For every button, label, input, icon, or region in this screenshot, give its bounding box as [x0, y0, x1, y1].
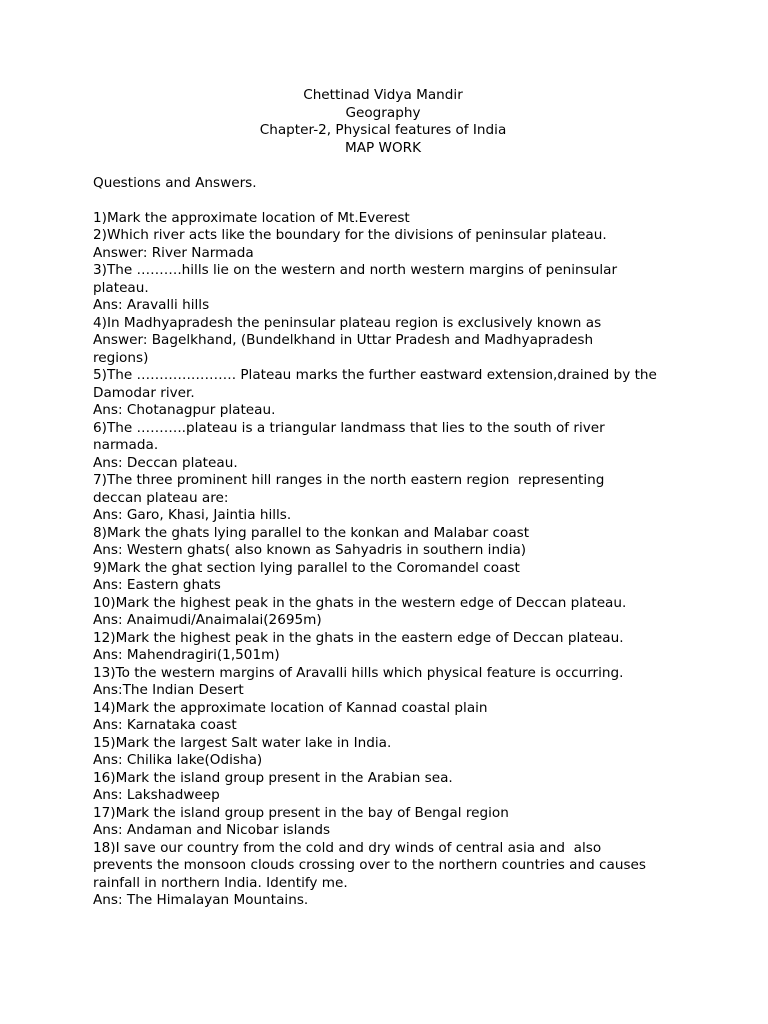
qa-list	[93, 210, 693, 910]
text-line: Ans: Anaimudi/Anaimalai(2695m)	[93, 612, 322, 628]
text-line: narmada.	[93, 437, 159, 453]
text-line: Ans: Chilika lake(Odisha)	[93, 752, 263, 768]
text-line: deccan plateau are:	[93, 489, 229, 506]
text-line: 14)Mark the approximate location of Kannad coastal plain	[93, 699, 488, 716]
text-line: 4)In Madhyapradesh the peninsular plateau region is exclusively known as	[93, 314, 602, 331]
text-line: Ans: Mahendragiri(1,501m)	[93, 647, 280, 663]
document-page	[93, 87, 693, 910]
document-header	[93, 87, 673, 157]
text-line: 12)Mark the highest peak in the ghats in the eastern edge of Deccan plateau.	[93, 629, 624, 646]
text-line: Ans: Lakshadweep	[93, 787, 220, 803]
school-name: Chettinad Vidya Mandir	[303, 87, 463, 103]
text-line: Ans: Chotanagpur plateau.	[93, 402, 276, 418]
text-line: 5)The …………………. Plateau marks the further eastward extension,drained by the	[93, 367, 657, 383]
text-line: 13)To the western margins of Aravalli hills which physical feature is occurring.	[93, 664, 624, 681]
text-line: 15)Mark the largest Salt water lake in India.	[93, 734, 392, 751]
text-line: Ans: Andaman and Nicobar islands	[93, 822, 331, 838]
text-line: 7)The three prominent hill ranges in the north eastern region representing	[93, 472, 605, 488]
text-line: 8)Mark the ghats lying parallel to the konkan and Malabar coast	[93, 524, 530, 541]
text-line: rainfall in northern India. Identify me.	[93, 874, 348, 891]
qa-heading: Questions and Answers.	[93, 175, 257, 191]
text-line: Ans: Garo, Khasi, Jaintia hills.	[93, 507, 292, 523]
text-line: Ans:The Indian Desert	[93, 682, 244, 698]
text-line: 18)I save our country from the cold and dry winds of central asia and also	[93, 839, 602, 856]
text-line: 9)Mark the ghat section lying parallel to the Coromandel coast	[93, 559, 520, 576]
section-title: MAP WORK	[344, 139, 422, 156]
text-line: 1)Mark the approximate location of Mt.Everest	[93, 209, 410, 226]
text-line: 16)Mark the island group present in the Arabian sea.	[93, 769, 453, 786]
text-line: 3)The ……….hills lie on the western and north western margins of peninsular	[93, 262, 618, 278]
text-line: Answer: Bagelkhand, (Bundelkhand in Uttar Pradesh and Madhyapradesh	[93, 332, 594, 348]
text-line: 2)Which river acts like the boundary for the divisions of peninsular plateau.	[93, 227, 607, 243]
text-line: 10)Mark the highest peak in the ghats in the western edge of Deccan plateau.	[93, 594, 627, 611]
text-line: prevents the monsoon clouds crossing over to the northern countries and causes	[93, 857, 646, 873]
text-line: Ans: Deccan plateau.	[93, 454, 238, 471]
text-line: Ans: Western ghats( also known as Sahyadris in southern india)	[93, 542, 527, 558]
text-line: Damodar river.	[93, 384, 195, 401]
text-line: plateau.	[93, 279, 149, 296]
chapter-title: Chapter-2, Physical features of India	[259, 122, 507, 138]
text-line: Ans: The Himalayan Mountains.	[93, 892, 309, 908]
subject-name: Geography	[345, 104, 421, 121]
text-line: 6)The ………..plateau is a triangular landmass that lies to the south of river	[93, 419, 605, 436]
text-line: Ans: Eastern ghats	[93, 577, 221, 593]
text-line: 17)Mark the island group present in the bay of Bengal region	[93, 804, 509, 821]
text-line: Ans: Karnataka coast	[93, 717, 237, 733]
text-line: regions)	[93, 349, 149, 366]
text-line: Answer: River Narmada	[93, 244, 254, 261]
text-line: Ans: Aravalli hills	[93, 297, 210, 313]
